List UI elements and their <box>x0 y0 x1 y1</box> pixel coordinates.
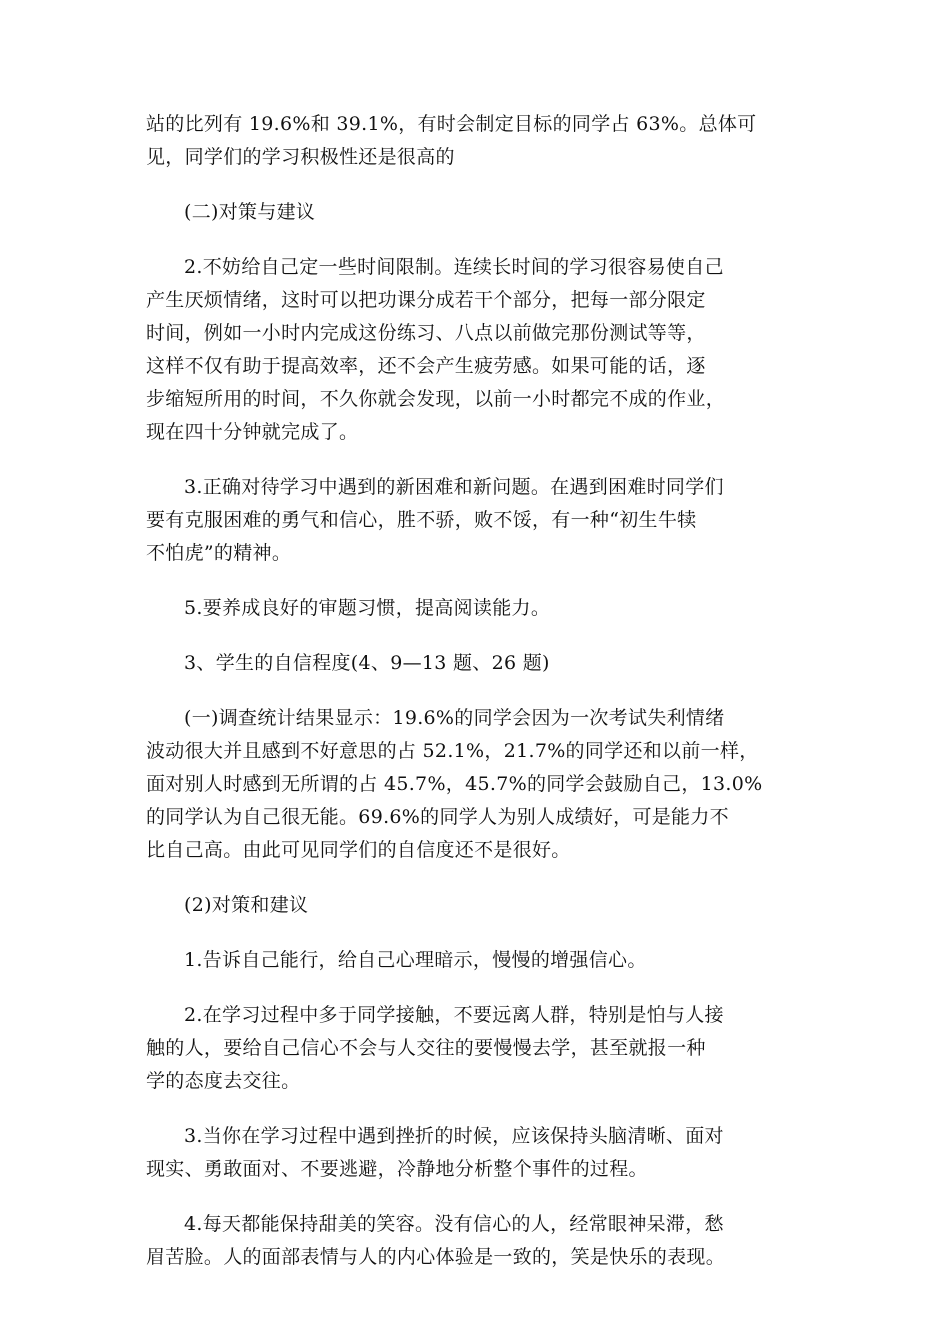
paragraph-line: 的同学认为自己很无能。69.6%的同学人为别人成绩好，可是能力不 <box>146 806 729 828</box>
paragraph-line: 学的态度去交往。 <box>146 1070 301 1092</box>
paragraph-p9 <box>146 944 828 977</box>
paragraph-line: 2.在学习过程中多于同学接触，不要远离人群，特别是怕与人接 <box>184 1004 724 1026</box>
paragraph-line: 不怕虎”的精神。 <box>146 542 292 564</box>
paragraph-line: 3、学生的自信程度(4、9—13 题、26 题) <box>184 652 550 674</box>
paragraph-line: 要有克服困难的勇气和信心，胜不骄，败不馁，有一种“初生牛犊 <box>146 509 697 531</box>
paragraph-line: 3.当你在学习过程中遇到挫折的时候，应该保持头脑清晰、面对 <box>184 1125 724 1147</box>
paragraph-p8 <box>146 889 828 922</box>
paragraph-p4 <box>146 471 828 570</box>
paragraph-line: 波动很大并且感到不好意思的占 52.1%，21.7%的同学还和以前一样， <box>146 740 759 762</box>
paragraph-p5 <box>146 592 828 625</box>
paragraph-p2 <box>146 196 828 229</box>
paragraph-p10 <box>146 999 828 1098</box>
paragraph-p12 <box>146 1208 828 1274</box>
paragraph-line: 比自己高。由此可见同学们的自信度还不是很好。 <box>146 839 571 861</box>
paragraph-p11 <box>146 1120 828 1186</box>
paragraph-p7 <box>146 702 828 867</box>
paragraph-line: 现在四十分钟就完成了。 <box>146 421 359 443</box>
paragraph-line: 站的比列有 19.6%和 39.1%，有时会制定目标的同学占 63%。总体可 <box>146 113 757 135</box>
paragraph-line: 这样不仅有助于提高效率，还不会产生疲劳感。如果可能的话，逐 <box>146 355 706 377</box>
paragraph-line: 步缩短所用的时间，不久你就会发现，以前一小时都完不成的作业， <box>146 388 726 410</box>
paragraph-p6 <box>146 647 828 680</box>
paragraph-line: (2)对策和建议 <box>184 894 309 916</box>
paragraph-line: 触的人，要给自己信心不会与人交往的要慢慢去学，甚至就报一种 <box>146 1037 706 1059</box>
paragraph-line: 现实、勇敢面对、不要逃避，冷静地分析整个事件的过程。 <box>146 1158 648 1180</box>
paragraph-line: 1.告诉自己能行，给自己心理暗示，慢慢的增强信心。 <box>184 949 647 971</box>
paragraph-line: 5.要养成良好的审题习惯，提高阅读能力。 <box>184 597 551 619</box>
paragraph-line: 时间，例如一小时内完成这份练习、八点以前做完那份测试等等， <box>146 322 706 344</box>
paragraph-line: 见，同学们的学习积极性还是很高的 <box>146 146 455 168</box>
paragraph-line: 4.每天都能保持甜美的笑容。没有信心的人，经常眼神呆滞，愁 <box>184 1213 724 1235</box>
paragraph-line: 面对别人时感到无所谓的占 45.7%，45.7%的同学会鼓励自己，13.0% <box>146 773 763 795</box>
paragraph-line: 产生厌烦情绪，这时可以把功课分成若干个部分，把每一部分限定 <box>146 289 706 311</box>
paragraph-line: (二)对策与建议 <box>184 201 316 223</box>
paragraph-line: 3.正确对待学习中遇到的新困难和新问题。在遇到困难时同学们 <box>184 476 724 498</box>
document-body <box>146 108 828 1296</box>
paragraph-line: 2.不妨给自己定一些时间限制。连续长时间的学习很容易使自己 <box>184 256 724 278</box>
paragraph-line: (一)调查统计结果显示：19.6%的同学会因为一次考试失利情绪 <box>184 707 725 729</box>
paragraph-p3 <box>146 251 828 449</box>
paragraph-line: 眉苦脸。人的面部表情与人的内心体验是一致的，笑是快乐的表现。 <box>146 1246 726 1268</box>
paragraph-p1 <box>146 108 828 174</box>
